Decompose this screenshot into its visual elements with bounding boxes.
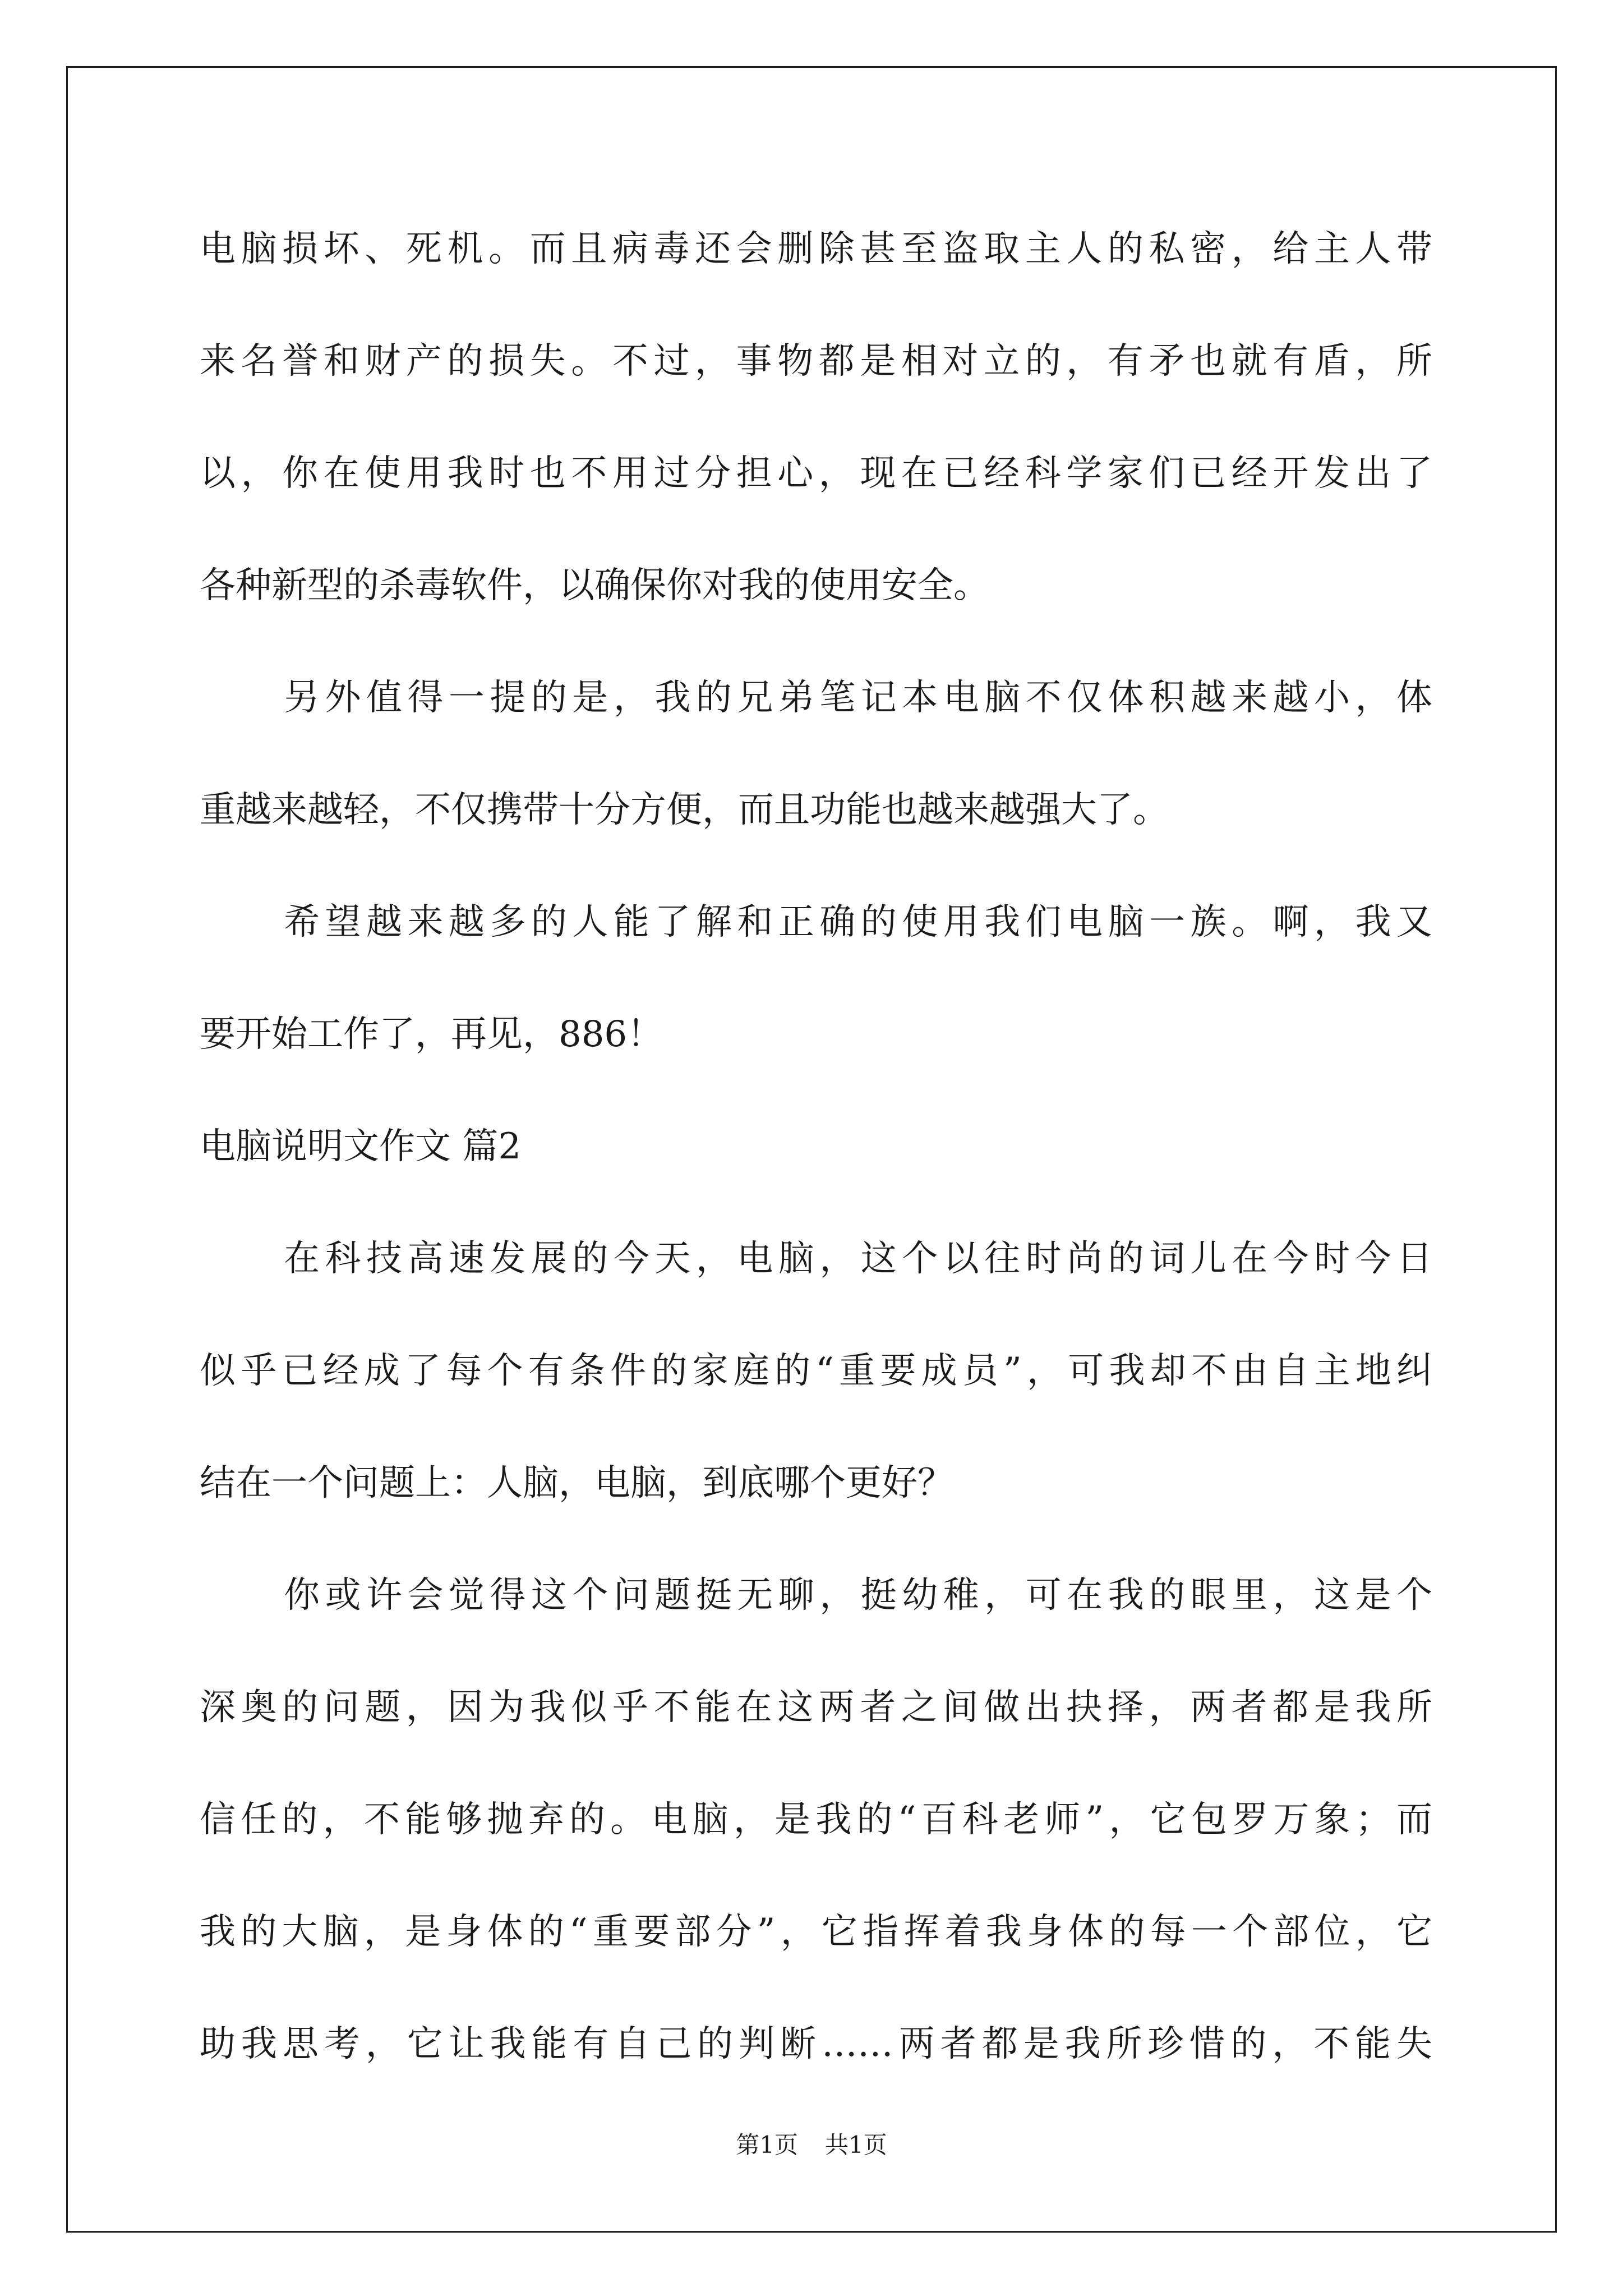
paragraph-first-line: 另外值得一提的是，我的兄弟笔记本电脑不仅体积越来越小，体 <box>284 677 1432 719</box>
paragraph-first-line: 希望越来越多的人能了解和正确的使用我们电脑一族。啊，我又 <box>284 901 1432 943</box>
body-line: 电脑损坏、死机。而且病毒还会删除甚至盗取主人的私密，给主人带 <box>200 228 1432 270</box>
page-footer <box>0 2133 1623 2157</box>
page-number: 第1页 <box>736 2131 798 2159</box>
paragraph-first-line: 在科技高速发展的今天，电脑，这个以往时尚的词儿在今时今日 <box>284 1238 1432 1280</box>
page-total: 共1页 <box>825 2131 887 2159</box>
section-heading: 电脑说明文作文 篇2 <box>200 1126 522 1167</box>
body-line: 以，你在使用我时也不用过分担心，现在已经科学家们已经开发出了 <box>200 453 1432 494</box>
body-line: 各种新型的杀毒软件，以确保你对我的使用安全。 <box>200 565 989 606</box>
body-line: 结在一个问题上：人脑，电脑，到底哪个更好？ <box>200 1462 953 1504</box>
body-line: 助我思考，它让我能有自己的判断……两者都是我所珍惜的，不能失 <box>200 2023 1432 2065</box>
body-line: 深奥的问题，因为我似乎不能在这两者之间做出抉择，两者都是我所 <box>200 1687 1432 1728</box>
body-line: 来名誉和财产的损失。不过，事物都是相对立的，有矛也就有盾，所 <box>200 341 1432 382</box>
body-line: 要开始工作了，再见，886！ <box>200 1014 663 1055</box>
body-line: 信任的，不能够抛弃的。电脑，是我的“百科老师”，它包罗万象；而 <box>200 1799 1432 1841</box>
paragraph-first-line: 你或许会觉得这个问题挺无聊，挺幼稚，可在我的眼里，这是个 <box>284 1575 1432 1616</box>
body-line: 我的大脑，是身体的“重要部分”，它指挥着我身体的每一个部位，它 <box>200 1911 1432 1953</box>
body-line: 似乎已经成了每个有条件的家庭的“重要成员”，可我却不由自主地纠 <box>200 1350 1432 1392</box>
body-line: 重越来越轻，不仅携带十分方便，而且功能也越来越强大了。 <box>200 789 1169 831</box>
